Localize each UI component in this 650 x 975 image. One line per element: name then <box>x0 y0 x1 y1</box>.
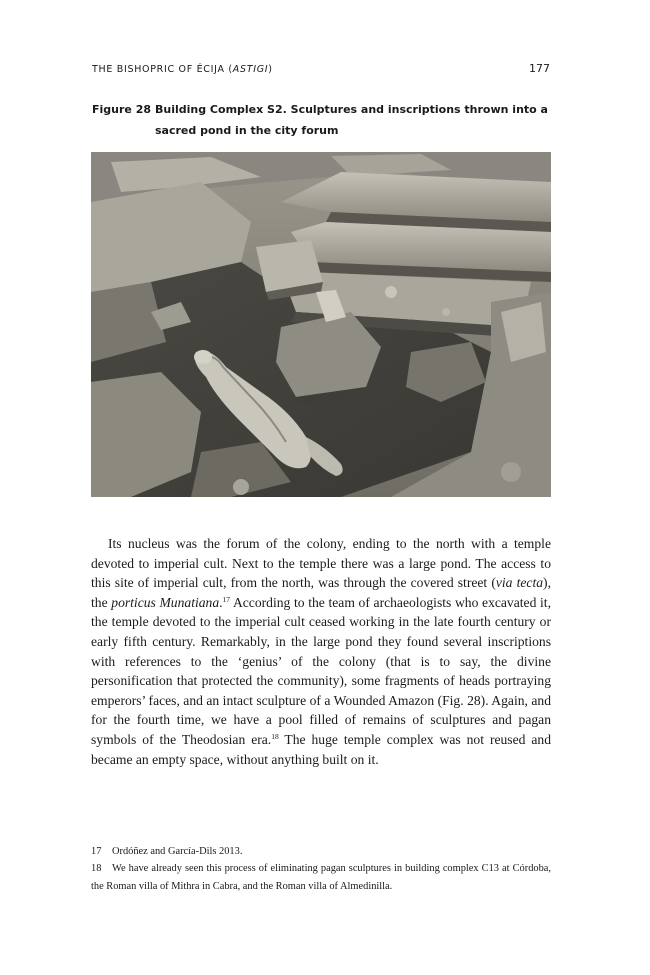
footnote-17 <box>91 843 551 860</box>
footnote-18 <box>91 860 551 895</box>
figure-label: Figure 28 <box>92 103 152 116</box>
figure-caption <box>92 99 554 141</box>
body-text <box>91 534 551 769</box>
footnote-ref-18[interactable]: 18 <box>271 731 279 741</box>
figure-caption-text: Building Complex S2. Sculptures and inscriptions thrown into a sacred pond in the city forum <box>155 103 548 137</box>
excavation-photo <box>91 152 551 497</box>
running-head <box>92 62 550 75</box>
footnote-ref-17[interactable]: 17 <box>222 594 231 604</box>
body-paragraph: Its nucleus was the forum of the colony, ending to the north with a temple devoted to imperial cult. Next to the temple there was a large pond. The access to this site of imperial cult, from the north, was through the covered street (via tecta), the porticus Munatiana.$^{17}$ According to the team of archaeologists who excavated it, the temple devoted to the imperial cult ceased working in the late fourth century or early fifth century. Remarkably, in the large pond they found several inscriptions with references to the ‘genius’ of the colony (that is to say, the divine personification that protected the community), some fragments of heads portraying emperors’ faces, and an intact sculpture of a Wounded Amazon (Fig. 28). Again, and for the fourth time, we have a pool filled of remains of sculptures and pagan symbols of the Theodosian era.$^{18}$ The huge temple complex was not reused and became an empty space, without anything built on it. <box>91 536 551 767</box>
excavation-photo-drawing <box>91 152 551 497</box>
footnote-text: Ordóñez and García-Dils 2013. <box>112 846 243 857</box>
page-number: 177 <box>529 62 550 75</box>
footnote-number: 18 <box>91 863 102 875</box>
footnote-text: We have already seen this process of eliminating pagan sculptures in building complex C13 at Córdoba, the Roman villa of Mithra in Cabra, and the Roman villa of Almedinilla. <box>91 863 551 892</box>
running-title: THE BISHOPRIC OF ÉCIJA (ASTIGI) <box>92 64 273 75</box>
footnote-number: 17 <box>91 846 102 857</box>
footnotes <box>91 843 551 895</box>
